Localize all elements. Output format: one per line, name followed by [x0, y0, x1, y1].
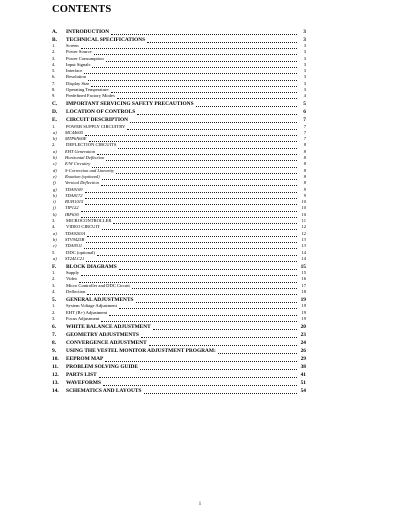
toc-entry-number: 4.: [52, 289, 56, 294]
toc-entry-page: 3: [303, 61, 306, 67]
toc-entry-title: Rotation (optional): [65, 173, 100, 179]
toc-entry-number: g): [53, 186, 57, 192]
toc-entry-number: 7.: [52, 331, 57, 338]
toc-entry-page: 3: [303, 55, 306, 61]
toc-entry-number: 5.: [52, 68, 56, 74]
toc-dot-leader: [101, 317, 297, 322]
toc-entry-title: WHITE BALANCE ADJUSTMENT: [66, 323, 151, 330]
toc-entry-number: 1.: [52, 123, 56, 129]
toc-entry-number: 9.: [52, 93, 56, 99]
toc-entry[interactable]: [52, 29, 306, 35]
toc-entry-number: D.: [52, 109, 58, 116]
toc-entry-title: POWER SUPPLY CIRCUITRY: [66, 123, 126, 129]
toc-entry-page: 3: [303, 87, 306, 93]
toc-entry-number: 3.: [52, 315, 56, 321]
toc-entry-title: TECHNICAL SPECIFICATIONS: [66, 36, 146, 43]
toc-entry-number: a): [53, 148, 57, 154]
toc-entry-page: 10: [301, 205, 306, 211]
toc-entry[interactable]: [52, 289, 306, 295]
toc-entry-number: 6.: [52, 74, 56, 80]
toc-entry-number: 1.: [52, 270, 56, 276]
toc-entry-page: 7: [303, 136, 306, 142]
toc-entry-number: 6.: [52, 323, 57, 330]
toc-entry-page: 41: [300, 371, 306, 378]
toc-entry-page: 18: [301, 289, 306, 294]
toc-dot-leader: [87, 290, 297, 295]
toc-entry-number: j): [53, 205, 56, 211]
toc-dot-leader: [141, 333, 297, 338]
toc-entry-number: B.: [52, 36, 57, 43]
toc-entry[interactable]: [52, 340, 306, 346]
toc-entry-title: MC44605: [65, 129, 83, 135]
toc-dot-leader: [149, 341, 297, 346]
toc-entry-title: TDA9203A: [65, 230, 86, 236]
toc-entry-page: 8: [303, 180, 306, 186]
toc-entry-page: 5: [303, 101, 306, 108]
toc-entry-number: F.: [52, 263, 57, 270]
toc-entry-page: 11: [301, 218, 306, 224]
toc-entry-page: 3: [303, 80, 306, 86]
toc-entry-title: USING THE VESTEL MONITOR ADJUSTMENT PROGRAM:: [66, 347, 216, 354]
toc-entry-title: STV9425B: [65, 236, 85, 242]
toc-entry-title: Operating Temperature: [66, 87, 109, 93]
toc-entry-number: 13.: [52, 379, 59, 386]
toc-dot-leader: [103, 381, 297, 386]
toc-entry-page: 8: [303, 161, 306, 167]
table-of-contents: [52, 27, 306, 394]
toc-entry-page: 9: [303, 192, 306, 198]
toc-entry-title: SCHEMATICS AND LAYOUTS: [66, 387, 142, 394]
toc-entry-page: 10: [301, 211, 306, 217]
toc-entry-title: ST24LC21: [65, 255, 85, 261]
toc-entry-page: 15: [301, 270, 306, 276]
toc-entry[interactable]: [52, 316, 306, 322]
toc-entry-title: CONVERGENCE ADJUSTMENT: [66, 339, 147, 346]
toc-entry-title: Power Source: [66, 49, 92, 55]
toc-entry-title: LOCATION OF CONTROLS: [66, 109, 136, 116]
toc-entry-page: 3: [303, 36, 306, 43]
toc-entry-page: 16: [301, 276, 306, 282]
toc-entry-number: 12.: [52, 371, 59, 378]
toc-entry-page: 19: [301, 303, 306, 309]
toc-entry-number: 4.: [52, 61, 56, 67]
toc-entry-title: Vertical Deflection: [65, 180, 99, 186]
toc-entry-title: E/W Circuitry: [65, 161, 91, 167]
toc-entry-title: IRF630: [65, 211, 79, 217]
toc-dot-leader: [140, 365, 297, 370]
toc-entry-number: e): [53, 173, 57, 179]
toc-dot-leader: [105, 357, 297, 362]
toc-entry-page: 8: [303, 173, 306, 179]
page-title: CONTENTS: [52, 4, 112, 15]
toc-dot-leader: [86, 257, 297, 262]
toc-entry-number: d): [53, 167, 57, 173]
toc-entry-title: TDA9511: [65, 243, 83, 249]
toc-entry-number: 5.: [52, 296, 57, 303]
toc-entry-title: Video: [66, 276, 77, 282]
toc-entry-page: 26: [300, 347, 306, 354]
toc-entry-title: Deflection: [66, 289, 86, 294]
toc-entry-title: Supply: [66, 270, 80, 276]
toc-entry-page: 12: [301, 230, 306, 236]
toc-entry-page: 12: [301, 224, 306, 230]
toc-entry[interactable]: [52, 101, 306, 107]
toc-entry-number: i): [53, 199, 56, 205]
toc-entry-number: 3.: [52, 55, 56, 61]
toc-entry-number: h): [53, 192, 57, 198]
toc-entry-page: 19: [300, 296, 306, 303]
toc-entry-page: 7: [303, 129, 306, 135]
toc-entry-title: CIRCUIT DESCRIPTION: [66, 117, 129, 124]
toc-entry-page: 17: [301, 282, 306, 288]
toc-entry-title: Micro Controller and DDC Circuit: [66, 282, 130, 288]
toc-entry-page: 10: [301, 199, 306, 205]
toc-entry-number: 4.: [52, 224, 56, 230]
toc-entry-number: 3.: [52, 218, 56, 224]
toc-entry-title: WAVEFORMS: [66, 379, 101, 386]
toc-entry-number: c): [53, 243, 57, 249]
toc-entry-title: Predefined Factory Modes: [66, 93, 115, 99]
toc-entry-number: b): [53, 236, 57, 242]
toc-entry-number: 1.: [52, 42, 56, 48]
toc-entry-title: EHT (B+) Adjustment: [66, 309, 108, 315]
toc-entry-page: 29: [300, 355, 306, 362]
toc-entry[interactable]: [52, 93, 306, 99]
toc-entry[interactable]: [52, 332, 306, 338]
toc-entry-title: System Voltage Adjustment: [66, 303, 117, 309]
toc-dot-leader: [218, 349, 297, 354]
toc-entry-title: VIDEO CIRCUIT: [66, 224, 100, 230]
toc-entry-title: Resolution: [66, 74, 86, 80]
toc-dot-leader: [144, 389, 298, 394]
toc-entry-title: DDC (optional): [66, 249, 95, 255]
toc-entry-page: 19: [301, 309, 306, 315]
toc-entry-title: EHT Generation: [65, 148, 96, 154]
toc-entry-page: 8: [303, 142, 306, 148]
toc-entry[interactable]: [52, 324, 306, 330]
toc-dot-leader: [196, 102, 297, 107]
toc-entry-title: EEPROM MAP: [66, 355, 104, 362]
toc-entry-number: a): [53, 230, 57, 236]
toc-entry-number: b): [53, 136, 57, 142]
toc-entry-page: 6: [303, 109, 306, 116]
page-number: 1: [198, 502, 202, 507]
toc-entry-title: Screen: [66, 42, 79, 48]
toc-entry-page: 13: [301, 236, 306, 242]
toc-entry-page: 4: [303, 93, 306, 99]
toc-entry-title: IMPORTANT SERVICING SAFETY PRECAUTIONS: [66, 101, 194, 108]
toc-dot-leader: [99, 373, 297, 378]
toc-entry[interactable]: [52, 356, 306, 362]
toc-entry-page: 8: [303, 155, 306, 161]
toc-entry-page: 19: [301, 315, 306, 321]
toc-entry-title: INTRODUCTION: [66, 28, 110, 35]
toc-entry-number: b): [53, 155, 57, 161]
toc-entry-page: 20: [300, 323, 306, 330]
toc-entry-page: 15: [300, 263, 306, 270]
toc-dot-leader: [137, 110, 297, 115]
toc-entry-title: PARTS LIST: [66, 371, 97, 378]
toc-entry-title: GEOMETRY ADJUSTMENTS: [66, 331, 139, 338]
toc-entry-page: 54: [300, 387, 306, 394]
toc-entry-title: Display Size: [66, 80, 90, 86]
toc-entry-page: 14: [301, 249, 306, 255]
toc-entry-page: 7: [303, 117, 306, 124]
toc-entry-number: a): [53, 255, 57, 261]
toc-entry-page: 3: [303, 68, 306, 74]
toc-entry-page: 3: [303, 49, 306, 55]
toc-entry-page: 24: [300, 339, 306, 346]
toc-dot-leader: [117, 94, 297, 99]
toc-entry-title: TDA9109: [65, 186, 83, 192]
toc-entry[interactable]: [52, 372, 306, 378]
toc-entry-title: BLOCK DIAGRAMS: [66, 263, 117, 270]
toc-entry-page: 14: [301, 255, 306, 261]
toc-entry-title: MICROCONTROLLER: [66, 218, 112, 224]
toc-entry-number: k): [53, 211, 57, 217]
toc-entry-number: 9.: [52, 347, 57, 354]
toc-entry-number: f): [53, 180, 56, 186]
toc-entry-title: TIP122: [65, 205, 79, 211]
toc-entry[interactable]: [52, 256, 306, 262]
toc-entry-title: PROBLEM SOLVING GUIDE: [66, 363, 138, 370]
toc-entry-number: 7.: [52, 80, 56, 86]
toc-entry-number: 10.: [52, 355, 59, 362]
toc-entry-title: Focus Adjustment: [66, 315, 100, 321]
toc-dot-leader: [153, 325, 297, 330]
toc-entry-number: 3.: [52, 282, 56, 288]
toc-entry-number: 8.: [52, 87, 56, 93]
toc-entry-page: 38: [300, 363, 306, 370]
toc-entry-number: 11.: [52, 363, 59, 370]
toc-entry[interactable]: [52, 388, 306, 394]
toc-entry-title: Input Signals: [66, 61, 91, 67]
toc-entry[interactable]: [52, 380, 306, 386]
toc-entry-number: 2.: [52, 276, 56, 282]
toc-entry[interactable]: [52, 364, 306, 370]
toc-entry-number: 8.: [52, 339, 57, 346]
toc-entry-page: 51: [300, 379, 306, 386]
toc-entry-title: MTP6N60E: [65, 136, 87, 142]
toc-entry-title: Interface: [66, 68, 83, 74]
toc-entry-page: 8: [303, 148, 306, 154]
toc-entry-number: E.: [52, 117, 57, 124]
toc-entry-number: 1.: [52, 303, 56, 309]
toc-entry-number: 14.: [52, 387, 59, 394]
toc-entry-number: C.: [52, 101, 58, 108]
toc-entry-page: 3: [303, 42, 306, 48]
toc-entry-title: DEFLECTION CIRCUITS: [66, 142, 117, 148]
toc-entry-title: Horizontal Deflection: [65, 155, 105, 161]
toc-entry-title: GENERAL ADJUSTMENTS: [66, 296, 134, 303]
toc-entry-number: 5.: [52, 249, 56, 255]
toc-entry-number: 2.: [52, 49, 56, 55]
toc-entry-title: BUH1015: [65, 199, 84, 205]
toc-entry-number: a): [53, 129, 57, 135]
toc-entry-page: 23: [300, 331, 306, 338]
toc-entry-page: 3: [303, 74, 306, 80]
toc-entry-number: 2.: [52, 309, 56, 315]
toc-entry-number: A.: [52, 28, 58, 35]
toc-entry-number: c): [53, 161, 57, 167]
toc-entry-title: S-Correction and Linearity: [65, 167, 114, 173]
toc-entry-number: 2.: [52, 142, 56, 148]
toc-entry-title: TDA8172: [65, 192, 83, 198]
toc-dot-leader: [111, 30, 297, 35]
toc-entry-page: 3: [303, 28, 306, 35]
toc-entry-page: 7: [303, 123, 306, 129]
toc-entry-title: Power Consumption: [66, 55, 104, 61]
toc-entry[interactable]: [52, 348, 306, 354]
toc-entry-page: 13: [301, 243, 306, 249]
toc-entry-page: 9: [303, 186, 306, 192]
toc-entry[interactable]: [52, 109, 306, 115]
toc-entry-page: 8: [303, 167, 306, 173]
